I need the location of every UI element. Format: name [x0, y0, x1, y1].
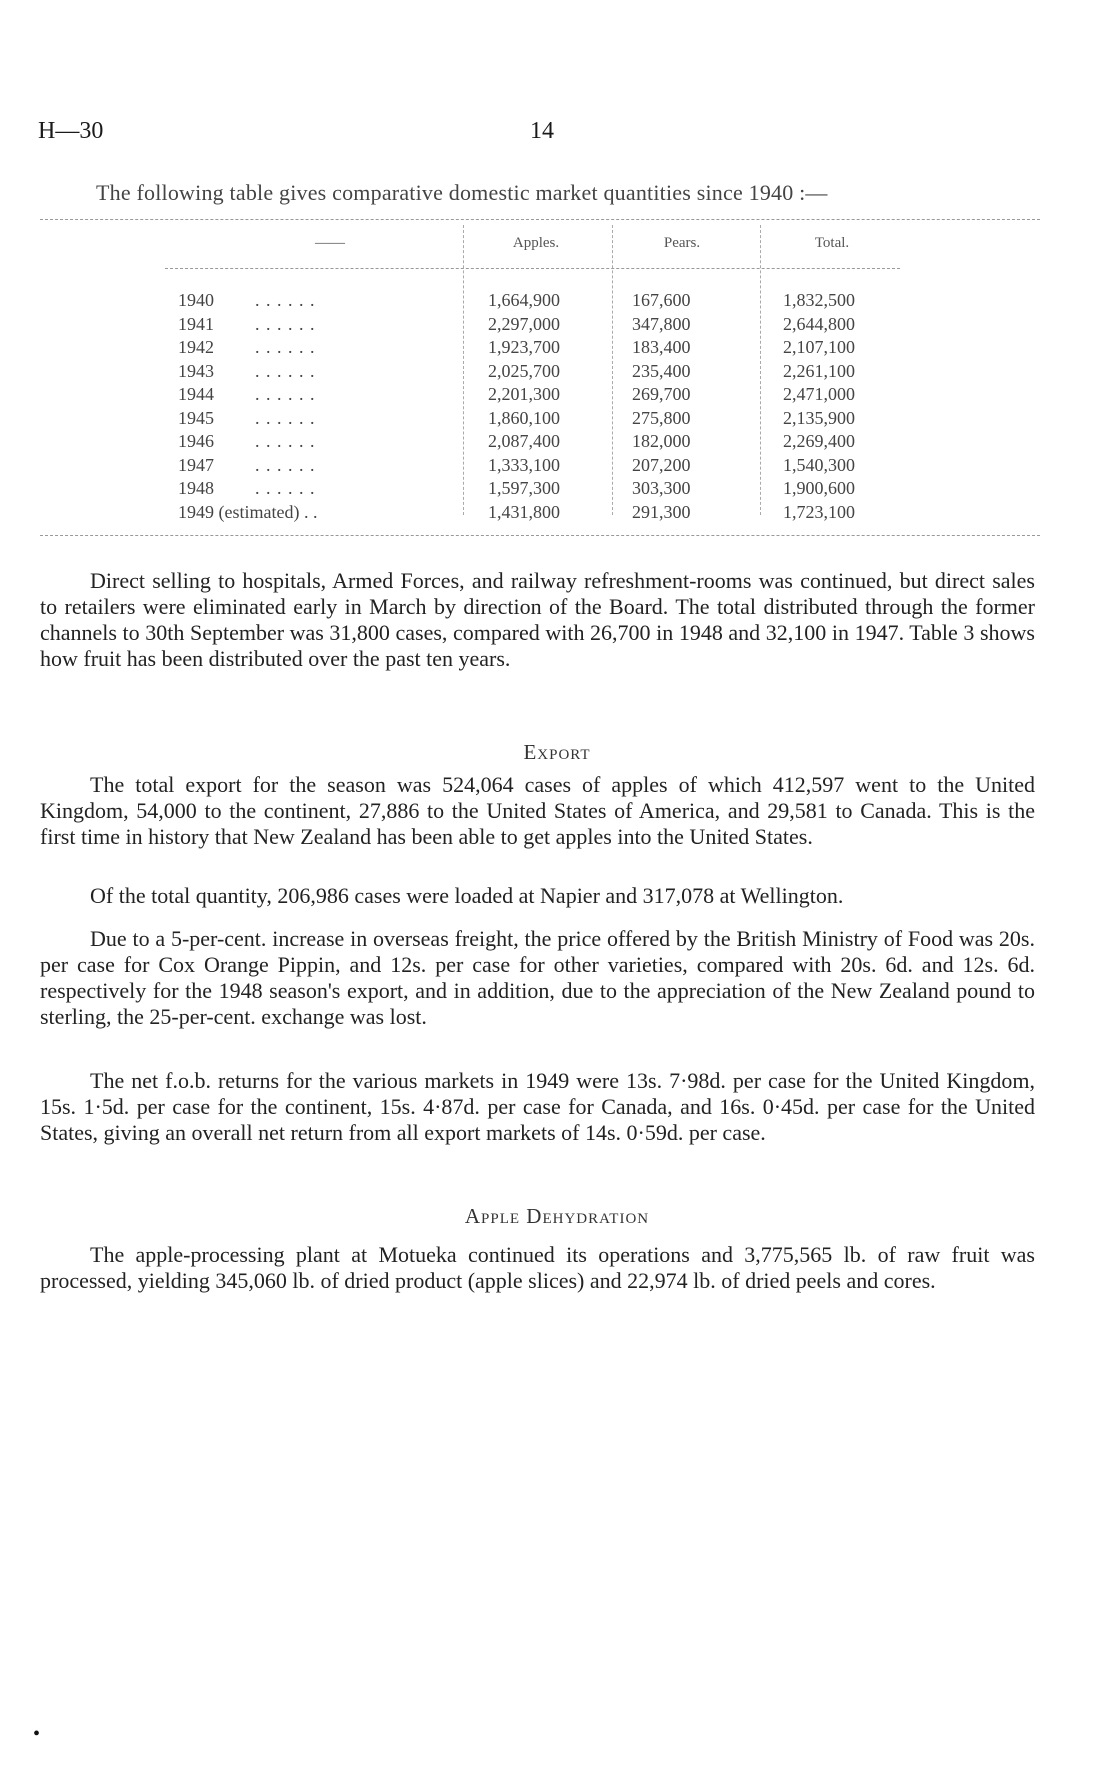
cell-total: 1,723,100: [783, 501, 855, 522]
cell-pears: 182,000: [632, 431, 691, 451]
cell-pears: 235,400: [632, 360, 691, 381]
cell-year: 1946: [178, 431, 214, 451]
paragraph-export-prices: Due to a 5-per-cent. increase in overseas freight, the price offered by the British Ministry of Food was 20s. per case for Cox Orange Pippin, and 12s. per case for other varieties, compared with 20s. 6d. and 12s. 6d. respectively for the 1948 season's export, and in addition, due to the appreciation of the New Zealand pound to sterling, the 25-per-cent. exchange was lost.: [40, 926, 1035, 1029]
cell-total: 1,540,300: [783, 454, 855, 475]
cell-year: 1942: [178, 337, 214, 357]
page-mark: •: [33, 1723, 41, 1745]
cell-apples: 1,923,700: [488, 337, 560, 357]
paragraph-export-total: The total export for the season was 524,064 cases of apples of which 412,597 went to the United Kingdom, 54,000 to the continent, 27,886 to the United States of America, and 29,581 to Canada. This is the first time in history that New Zealand has been able to get apples into the United States.: [40, 772, 1035, 849]
cell-pears: 183,400: [632, 337, 691, 357]
cell-year: 1945: [178, 407, 214, 428]
cell-leader-dots: . . . . . .: [255, 313, 316, 334]
table-bottom-rule: [40, 535, 1040, 536]
cell-pears: 207,200: [632, 454, 691, 475]
table-row: [0, 361, 1114, 383]
cell-year: 1944: [178, 384, 214, 404]
cell-pears: 269,700: [632, 384, 691, 404]
paragraph-export-returns: The net f.o.b. returns for the various markets in 1949 were 13s. 7·98d. per case for the United Kingdom, 15s. 1·5d. per case for the continent, 15s. 4·87d. per case for Canada, and 16s. 0·45d. per case for the United States, giving an overall net return from all export markets of 14s. 0·59d. per case.: [40, 1068, 1035, 1145]
paragraph-direct-selling: Direct selling to hospitals, Armed Forces, and railway refreshment-rooms was continued, but direct sales to retailers were eliminated early in March by direction of the Board. The total distributed through the former channels to 30th September was 31,800 cases, compared with 26,700 in 1948 and 32,100 in 1947. Table 3 shows how fruit has been distributed over the past ten years.: [40, 568, 1035, 671]
market-quantities-table: [0, 0, 1114, 560]
paragraph-export-ports: Of the total quantity, 206,986 cases were loaded at Napier and 317,078 at Wellington.: [90, 883, 844, 908]
cell-year: 1943: [178, 360, 214, 381]
paragraph-dehydration: The apple-processing plant at Motueka continued its operations and 3,775,565 lb. of raw fruit was processed, yielding 345,060 lb. of dried product (apple slices) and 22,974 lb. of dried peels and cores.: [40, 1242, 1035, 1293]
table-row: [0, 431, 1114, 453]
cell-apples: 1,664,900: [488, 290, 560, 310]
col-header-pears: Pears.: [663, 235, 701, 251]
cell-pears: 291,300: [632, 501, 691, 522]
cell-leader-dots: . . . . . .: [255, 454, 316, 475]
cell-leader-dots: . . . . . .: [255, 384, 316, 404]
table-row: [0, 337, 1114, 359]
cell-total: 2,644,800: [783, 313, 855, 334]
cell-leader-dots: . . . . . .: [255, 290, 316, 310]
heading-apple-dehydration: Apple Dehydration: [464, 1204, 650, 1228]
cell-year: 1947: [178, 454, 214, 475]
cell-pears: 303,300: [632, 478, 691, 498]
cell-pears: 167,600: [632, 290, 691, 310]
cell-year: 1940: [178, 290, 214, 310]
cell-apples: 1,333,100: [488, 454, 560, 475]
table-row: [0, 478, 1114, 500]
cell-year: 1949 (estimated) . .: [178, 501, 318, 522]
col-header-blank: ——: [315, 235, 345, 251]
cell-total: 2,107,100: [783, 337, 855, 357]
table-row: [0, 384, 1114, 406]
cell-total: 2,269,400: [783, 431, 855, 451]
table-row: [0, 502, 1114, 524]
report-reference: H—30: [38, 118, 104, 144]
col-header-apples: Apples.: [512, 235, 560, 251]
cell-total: 2,261,100: [783, 360, 855, 381]
table-intro: The following table gives comparative domestic market quantities since 1940 :—: [96, 180, 828, 205]
header-rule: [165, 268, 900, 269]
cell-apples: 2,297,000: [488, 313, 560, 334]
cell-apples: 2,201,300: [488, 384, 560, 404]
cell-pears: 275,800: [632, 407, 691, 428]
col-header-total: Total.: [814, 235, 850, 251]
heading-export: Export: [523, 740, 591, 764]
cell-total: 2,135,900: [783, 407, 855, 428]
cell-leader-dots: . . . . . .: [255, 360, 316, 381]
cell-leader-dots: . . . . . .: [255, 337, 316, 357]
cell-year: 1948: [178, 478, 214, 498]
cell-year: 1941: [178, 313, 214, 334]
table-row: [0, 290, 1114, 312]
cell-apples: 1,597,300: [488, 478, 560, 498]
cell-apples: 2,025,700: [488, 360, 560, 381]
table-row: [0, 455, 1114, 477]
cell-leader-dots: . . . . . .: [255, 407, 316, 428]
page-number: 14: [530, 118, 554, 144]
cell-total: 2,471,000: [783, 384, 855, 404]
cell-leader-dots: . . . . . .: [255, 431, 316, 451]
cell-apples: 1,860,100: [488, 407, 560, 428]
cell-leader-dots: . . . . . .: [255, 478, 316, 498]
cell-apples: 1,431,800: [488, 501, 560, 522]
table-row: [0, 314, 1114, 336]
table-row: [0, 408, 1114, 430]
cell-total: 1,900,600: [783, 478, 855, 498]
cell-pears: 347,800: [632, 313, 691, 334]
cell-apples: 2,087,400: [488, 431, 560, 451]
cell-total: 1,832,500: [783, 290, 855, 310]
